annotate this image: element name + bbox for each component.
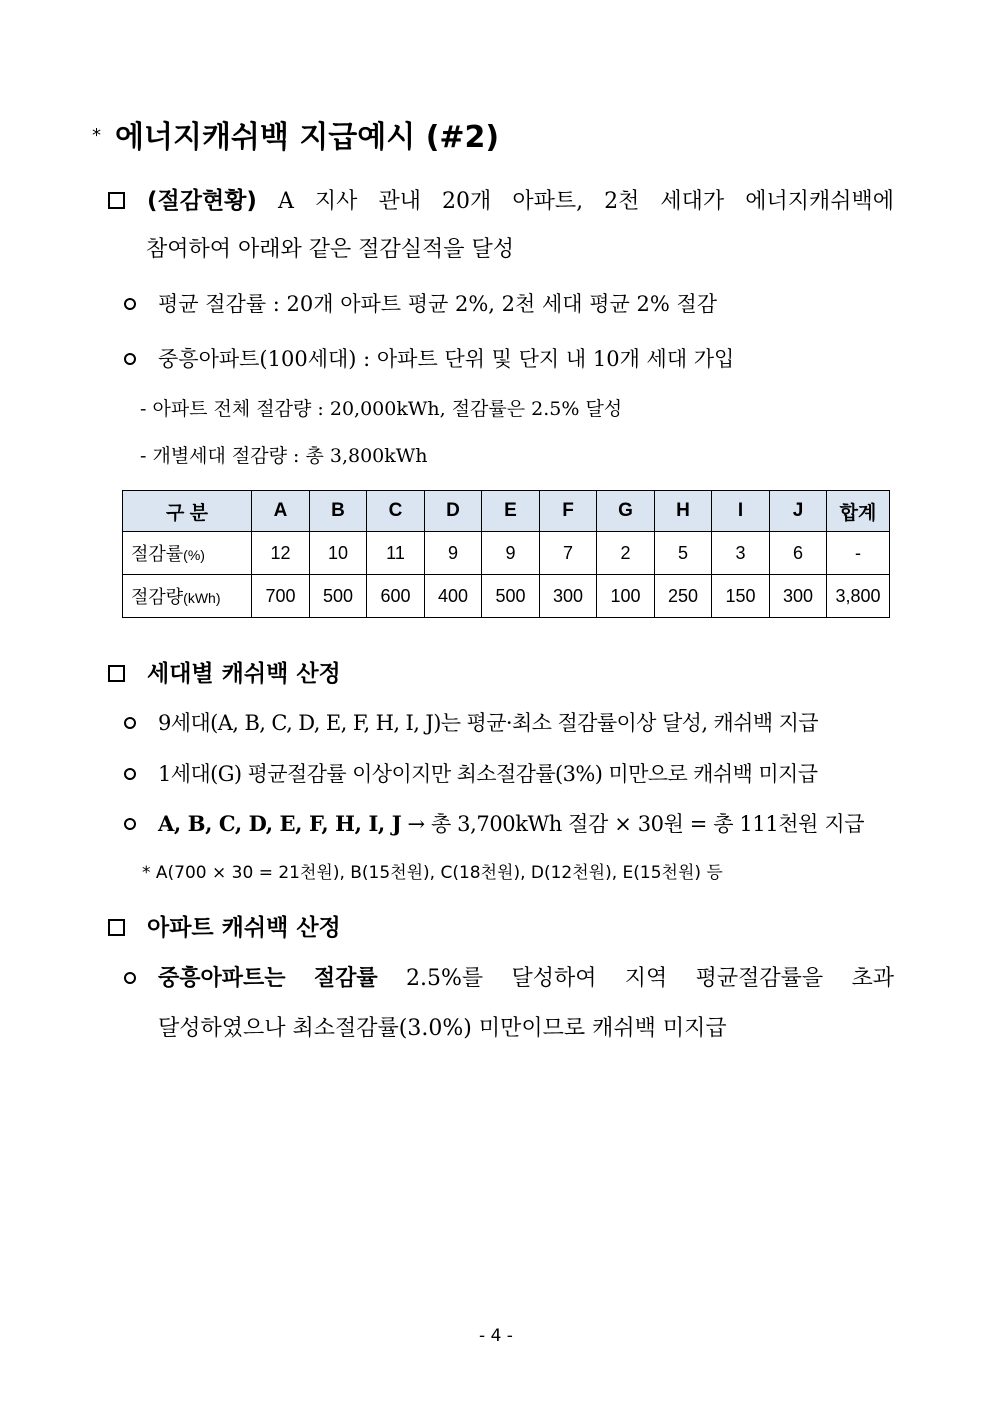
section1-line2: 참여하여 아래와 같은 절감실적을 달성 <box>146 237 515 262</box>
circle-bullet-icon <box>124 972 136 984</box>
circle-bullet-icon <box>124 717 136 729</box>
table-cell: 2 <box>597 532 655 575</box>
table-cell: 7 <box>540 532 597 575</box>
section3-line1: 중흥아파트는 절감률 2.5%를 달성하여 지역 평균절감률을 초과 <box>124 961 894 992</box>
title-marker: * <box>92 125 101 146</box>
section2-bullet-3: A, B, C, D, E, F, H, I, J → 총 3,700kWh 절감 × 30원 = 총 111천원 지급 <box>124 808 864 838</box>
section1-dash-1: - 아파트 전체 절감량 : 20,000kWh, 절감률은 2.5% 달성 <box>140 398 623 420</box>
table-cell: 3 <box>712 532 770 575</box>
circle-bullet-icon <box>124 353 136 365</box>
section2-bullet-1: 9세대(A, B, C, D, E, F, H, I, J)는 평균·최소 절감률이상 달성, 캐쉬백 지급 <box>124 707 818 737</box>
square-bullet-icon <box>108 192 125 209</box>
table-cell: 500 <box>482 575 540 618</box>
section3-line2: 달성하였으나 최소절감률(3.0%) 미만이므로 캐쉬백 미지급 <box>158 1016 727 1041</box>
table-cell: 300 <box>770 575 827 618</box>
table-header-row <box>123 491 890 532</box>
section3-heading: 아파트 캐쉬백 산정 <box>108 909 341 942</box>
table-cell: 9 <box>482 532 540 575</box>
savings-table <box>122 490 890 618</box>
table-cell: 6 <box>770 532 827 575</box>
section1-bullet-1: 평균 절감률 : 20개 아파트 평균 2%, 2천 세대 평균 2% 절감 <box>124 288 717 318</box>
table-cell: 10 <box>310 532 367 575</box>
square-bullet-icon <box>108 919 125 936</box>
page-title <box>92 112 499 156</box>
section1-bullet-2: 중흥아파트(100세대) : 아파트 단위 및 단지 내 10개 세대 가입 <box>124 343 734 373</box>
table-header-label: 구 분 <box>123 491 252 532</box>
table-cell: 5 <box>655 532 712 575</box>
circle-bullet-icon <box>124 818 136 830</box>
page-number: - 4 - <box>479 1326 513 1346</box>
table-header-cell: C <box>367 491 425 532</box>
table-header-cell: B <box>310 491 367 532</box>
row-label: 절감률(%) <box>123 532 252 575</box>
section2-heading: 세대별 캐쉬백 산정 <box>108 655 341 688</box>
table-header-cell: F <box>540 491 597 532</box>
table-cell: 100 <box>597 575 655 618</box>
table-header-cell: E <box>482 491 540 532</box>
table-cell: 3,800 <box>827 575 890 618</box>
table-header-cell: 합계 <box>827 491 890 532</box>
section2-note: * A(700 × 30 = 21천원), B(15천원), C(18천원), D(12천원), E(15천원) 등 <box>142 863 723 883</box>
table-cell: 11 <box>367 532 425 575</box>
table-cell: 150 <box>712 575 770 618</box>
row-label: 절감량(kWh) <box>123 575 252 618</box>
table-header-cell: D <box>425 491 482 532</box>
table-cell: 400 <box>425 575 482 618</box>
section1-dash-2: - 개별세대 절감량 : 총 3,800kWh <box>140 445 428 467</box>
table-header-cell: J <box>770 491 827 532</box>
section1-line1 <box>108 182 894 215</box>
circle-bullet-icon <box>124 298 136 310</box>
households-list: A, B, C, D, E, F, H, I, J <box>158 811 402 836</box>
table-cell: 500 <box>310 575 367 618</box>
square-bullet-icon <box>108 665 125 682</box>
table-cell: 700 <box>252 575 310 618</box>
table-header-cell: G <box>597 491 655 532</box>
section1-text1: A 지사 관내 20개 아파트, 2천 세대가 에너지캐쉬백에 <box>277 189 894 214</box>
table-cell: - <box>827 532 890 575</box>
section2-bullet-2: 1세대(G) 평균절감률 이상이지만 최소절감률(3%) 미만으로 캐쉬백 미지급 <box>124 758 817 788</box>
title-text: 에너지캐쉬백 지급예시 (#2) <box>115 120 500 155</box>
section1-label: (절감현황) <box>147 188 257 214</box>
table-cell: 250 <box>655 575 712 618</box>
table-row <box>123 532 890 575</box>
table-header-cell: I <box>712 491 770 532</box>
table-row <box>123 575 890 618</box>
table-cell: 600 <box>367 575 425 618</box>
circle-bullet-icon <box>124 768 136 780</box>
table-cell: 300 <box>540 575 597 618</box>
table-cell: 9 <box>425 532 482 575</box>
table-cell: 12 <box>252 532 310 575</box>
table-header-cell: A <box>252 491 310 532</box>
table-header-cell: H <box>655 491 712 532</box>
